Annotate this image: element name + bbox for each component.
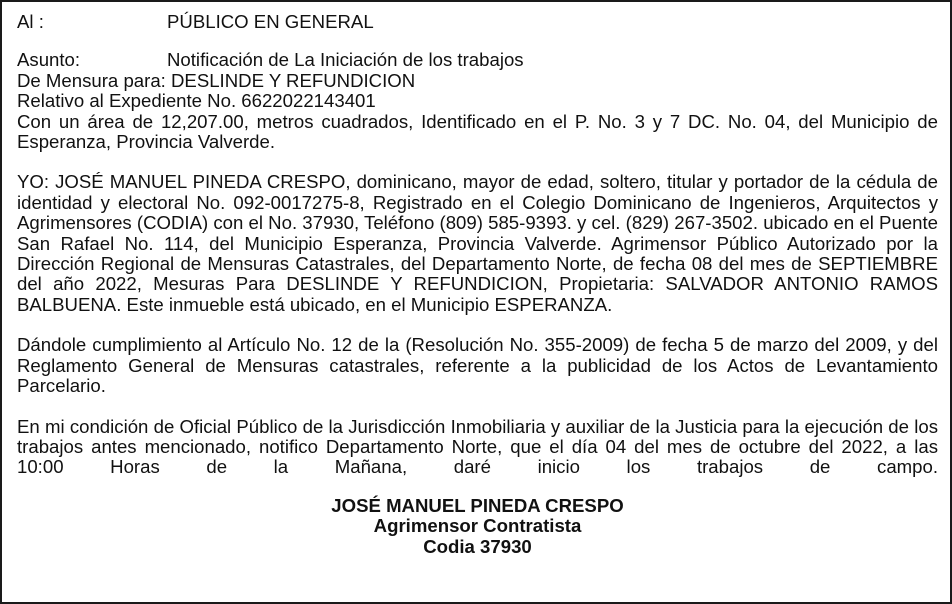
area-location-line: Con un área de 12,207.00, metros cuadrados, Identificado en el P. No. 3 y 7 DC. No. 04, del Municipio de Esperanza, Provincia Valverde. [17, 110, 938, 153]
recipient-label: Al : [17, 11, 44, 32]
recipient-row [17, 12, 938, 32]
signature-name: JOSÉ MANUEL PINEDA CRESPO [331, 494, 624, 516]
legal-compliance-paragraph: Dándole cumplimiento al Artículo No. 12 de la (Resolución No. 355-2009) de fecha 5 de marzo del 2009, y del Reglamento General de Mensuras catastrales, referente a la publicidad de los Actos de Levantamiento Parcelario. [17, 334, 938, 397]
recipient-value: PÚBLICO EN GENERAL [167, 11, 374, 32]
file-number-line: Relativo al Expediente No. 6622022143401 [17, 90, 376, 112]
subject-row [17, 50, 938, 70]
signature-block [17, 496, 938, 558]
subject-label: Asunto: [17, 49, 81, 71]
signature-title: Agrimensor Contratista [373, 515, 582, 537]
surveyor-statement-paragraph: YO: JOSÉ MANUEL PINEDA CRESPO, dominicano, mayor de edad, soltero, titular y portador de la cédula de identidad y electoral No. 092-0017275-8, Registrado en el Colegio Dominicano de Ingenieros, Arquitectos y Agrimensores (CODIA) con el No. 37930, Teléfono (809) 585-9393. y cel. (829) 267-3502. ubicado en el Puente San Rafael No. 114, del Municipio Esperanza, Provincia Valverde. Agrimensor Público Autorizado por la Dirección Regional de Mensuras Catastrales, del Departamento Norte, de fecha 08 del mes de SEPTIEMBRE del año 2022, Mesuras Para DESLINDE Y REFUNDICION, Propietaria: SALVADOR ANTONIO RAMOS BALBUENA. Este inmueble está ubicado, en el Municipio ESPERANZA. [17, 171, 938, 315]
survey-type-line: De Mensura para: DESLINDE Y REFUNDICION [17, 69, 416, 91]
subject-value: Notificación de La Iniciación de los trabajos [167, 49, 524, 71]
notification-paragraph: En mi condición de Oficial Público de la Jurisdicción Inmobiliaria y auxiliar de la Justicia para la ejecución de los trabajos antes mencionado, notifico Departamento Norte, que el día 04 del mes de octubre del 2022, a las 10:00 Horas de la Mañana, daré inicio los trabajos de campo. [17, 415, 938, 478]
signature-codia: Codia 37930 [423, 535, 532, 557]
